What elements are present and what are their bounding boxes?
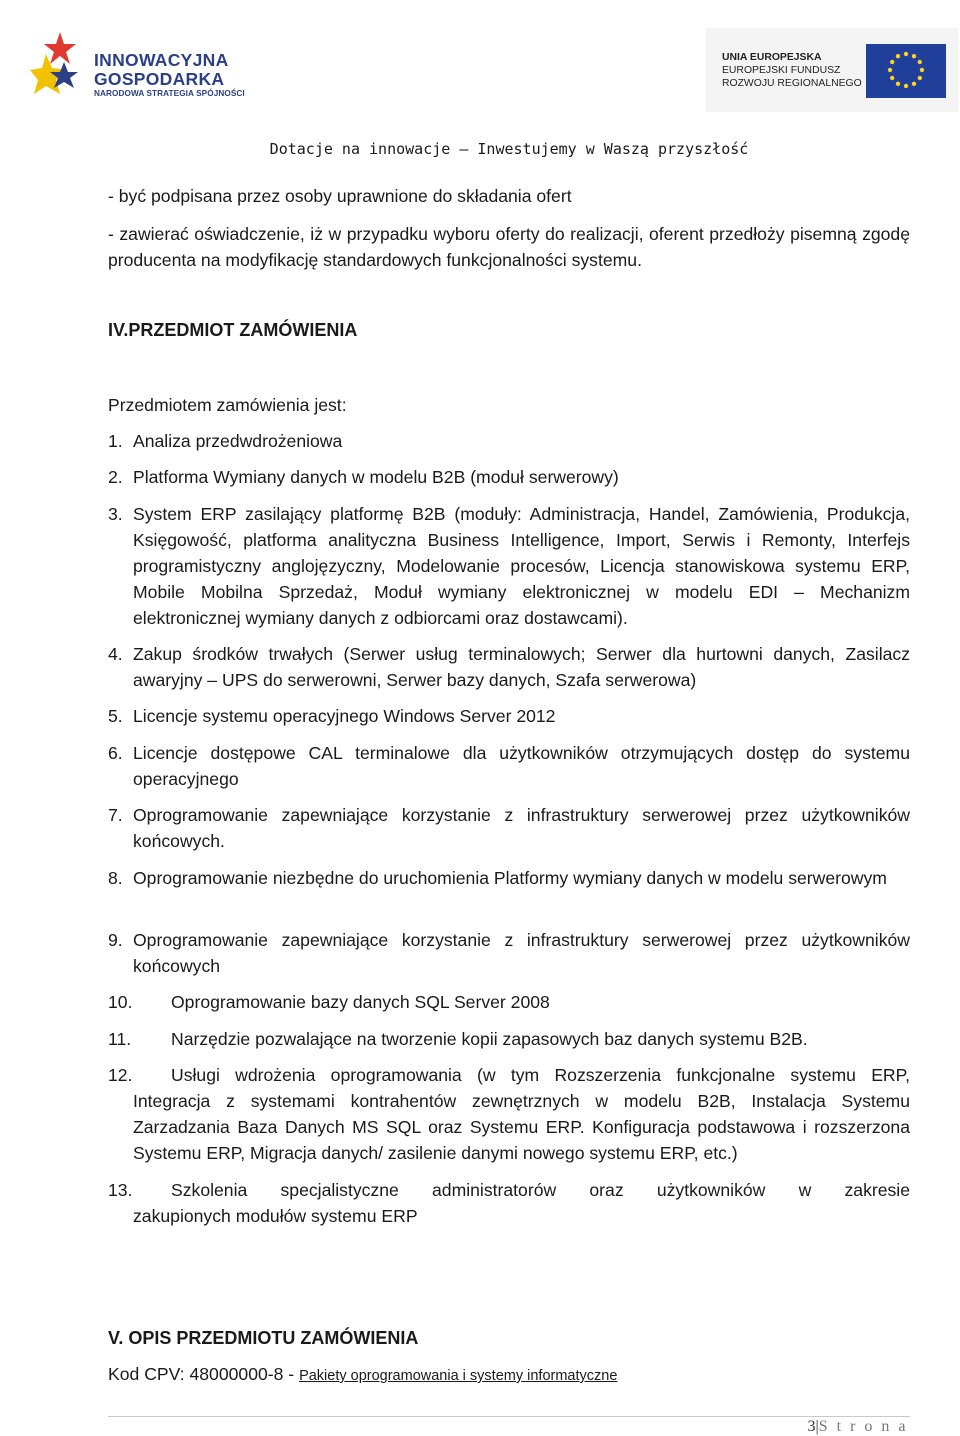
section-4-lead: Przedmiotem zamówienia jest: [108, 395, 347, 415]
list-item-number: 13. [108, 1180, 133, 1200]
list-item-number: 11. [108, 1029, 132, 1049]
list-item-number: 4. [108, 644, 123, 664]
list-item-continuation: zakupionych modułów systemu ERP [133, 1206, 418, 1226]
section-4-number: IV. [108, 320, 129, 340]
logo-left-line2: GOSPODARKA [94, 69, 225, 89]
page-footer [808, 1418, 908, 1436]
list-item: Zakup środków trwałych (Serwer usług terminalowych; Serwer dla hurtowni danych, Zasilacz awaryjny – UPS do serwerowni, Serwer bazy danych, Szafa serwerowa) [133, 644, 910, 690]
star-emblem-icon [30, 28, 94, 108]
innowacyjna-gospodarka-logo [30, 28, 270, 108]
list-item: Narzędzie pozwalające na tworzenie kopii zapasowych baz danych systemu B2B. [171, 1029, 808, 1049]
intro-paragraph-2: - zawierać oświadczenie, iż w przypadku wyboru oferty do realizacji, oferent przedłoży pisemną zgodę producenta na modyfikację standardowych funkcjonalności systemu. [108, 224, 910, 270]
logo-right-line1: UNIA EUROPEJSKA [722, 52, 822, 63]
list-item-number: 5. [108, 706, 123, 726]
logo-right-line3: ROZWOJU REGIONALNEGO [722, 78, 862, 89]
list-item-number: 8. [108, 868, 123, 888]
list-item-number: 12. [108, 1065, 133, 1085]
list-item-number: 1. [108, 431, 123, 451]
section-4-heading [108, 320, 357, 341]
eu-fund-logo [706, 28, 958, 112]
list-item-continuation: Integracja z systemami kontrahentów zewnętrznych w modelu B2B, Instalacja Systemu Zarzadzania Baza Danych MS SQL oraz Systemu ERP. Konfiguracja podstawowa i rozszerzona Systemu ERP, Migracja danych/ zasilenie danymi nowego systemu ERP, etc.) [133, 1091, 910, 1163]
list-item: Oprogramowanie niezbędne do uruchomienia Platformy wymiany danych w modelu serwerowym [133, 868, 887, 888]
list-item: System ERP zasilający platformę B2B (moduły: Administracja, Handel, Zamówienia, Produkcja, Księgowość, platforma analityczna Business Intelligence, Import, Serwis i Remonty, Interfejs programistyczny anglojęzyczny, Modelowanie procesów, Licencja stanowiskowa systemu ERP, Mobile Mobilna Sprzedaż, Moduł wymiany elektronicznej w modelu EDI – Mechanizm elektronicznej wymiany danych z odbiorcami oraz dostawcami). [133, 504, 910, 628]
list-item-number: 2. [108, 467, 123, 487]
list-item-number: 6. [108, 743, 123, 763]
footer-divider [108, 1416, 910, 1417]
cpv-label: Kod CPV: 48000000-8 - [108, 1364, 300, 1384]
list-item: Platforma Wymiany danych w modelu B2B (moduł serwerowy) [133, 467, 619, 487]
section-5-title: OPIS PRZEDMIOTU ZAMÓWIENIA [128, 1328, 419, 1348]
logo-left-line3: NARODOWA STRATEGIA SPÓJNOŚCI [94, 89, 245, 98]
list-item: Analiza przedwdrożeniowa [133, 431, 343, 451]
logo-right-line2: EUROPEJSKI FUNDUSZ [722, 65, 841, 76]
running-header-tagline: Dotacje na innowacje – Inwestujemy w Waszą przyszłość [269, 140, 749, 158]
page-word: S t r o n a [818, 1418, 908, 1435]
list-item: Licencje dostępowe CAL terminalowe dla użytkowników otrzymujących dostęp do systemu operacyjnego [133, 743, 910, 789]
list-item: Oprogramowanie bazy danych SQL Server 2008 [171, 992, 550, 1012]
list-item-first-line: Szkolenia specjalistyczne administratorów oraz użytkowników w zakresie [171, 1180, 910, 1200]
list-item-number: 9. [108, 930, 123, 950]
intro-paragraph-1: - być podpisana przez osoby uprawnione do składania ofert [108, 186, 572, 206]
list-item-number: 10. [108, 992, 133, 1012]
list-item: Licencje systemu operacyjnego Windows Server 2012 [133, 706, 556, 726]
page-number: 3 [807, 1418, 816, 1435]
list-item-number: 3. [108, 504, 123, 524]
section-5-heading [108, 1328, 418, 1349]
eu-flag-icon [866, 44, 946, 98]
cpv-link[interactable]: Pakiety oprogramowania i systemy informatyczne [299, 1368, 618, 1384]
page-separator: | [815, 1418, 819, 1435]
list-item-first-line: Usługi wdrożenia oprogramowania (w tym Rozszerzenia funkcjonalne systemu ERP, [171, 1065, 910, 1085]
list-item: Oprogramowanie zapewniające korzystanie z infrastruktury serwerowej przez użytkowników końcowych [133, 930, 910, 976]
list-item-number: 7. [108, 805, 123, 825]
logo-left-line1: INNOWACYJNA [94, 50, 229, 70]
section-4-title: PRZEDMIOT ZAMÓWIENIA [128, 320, 358, 340]
list-item: Oprogramowanie zapewniające korzystanie z infrastruktury serwerowej przez użytkowników końcowych. [133, 805, 910, 851]
section-5-number: V. [108, 1328, 124, 1348]
cpv-code-line [108, 1364, 617, 1385]
